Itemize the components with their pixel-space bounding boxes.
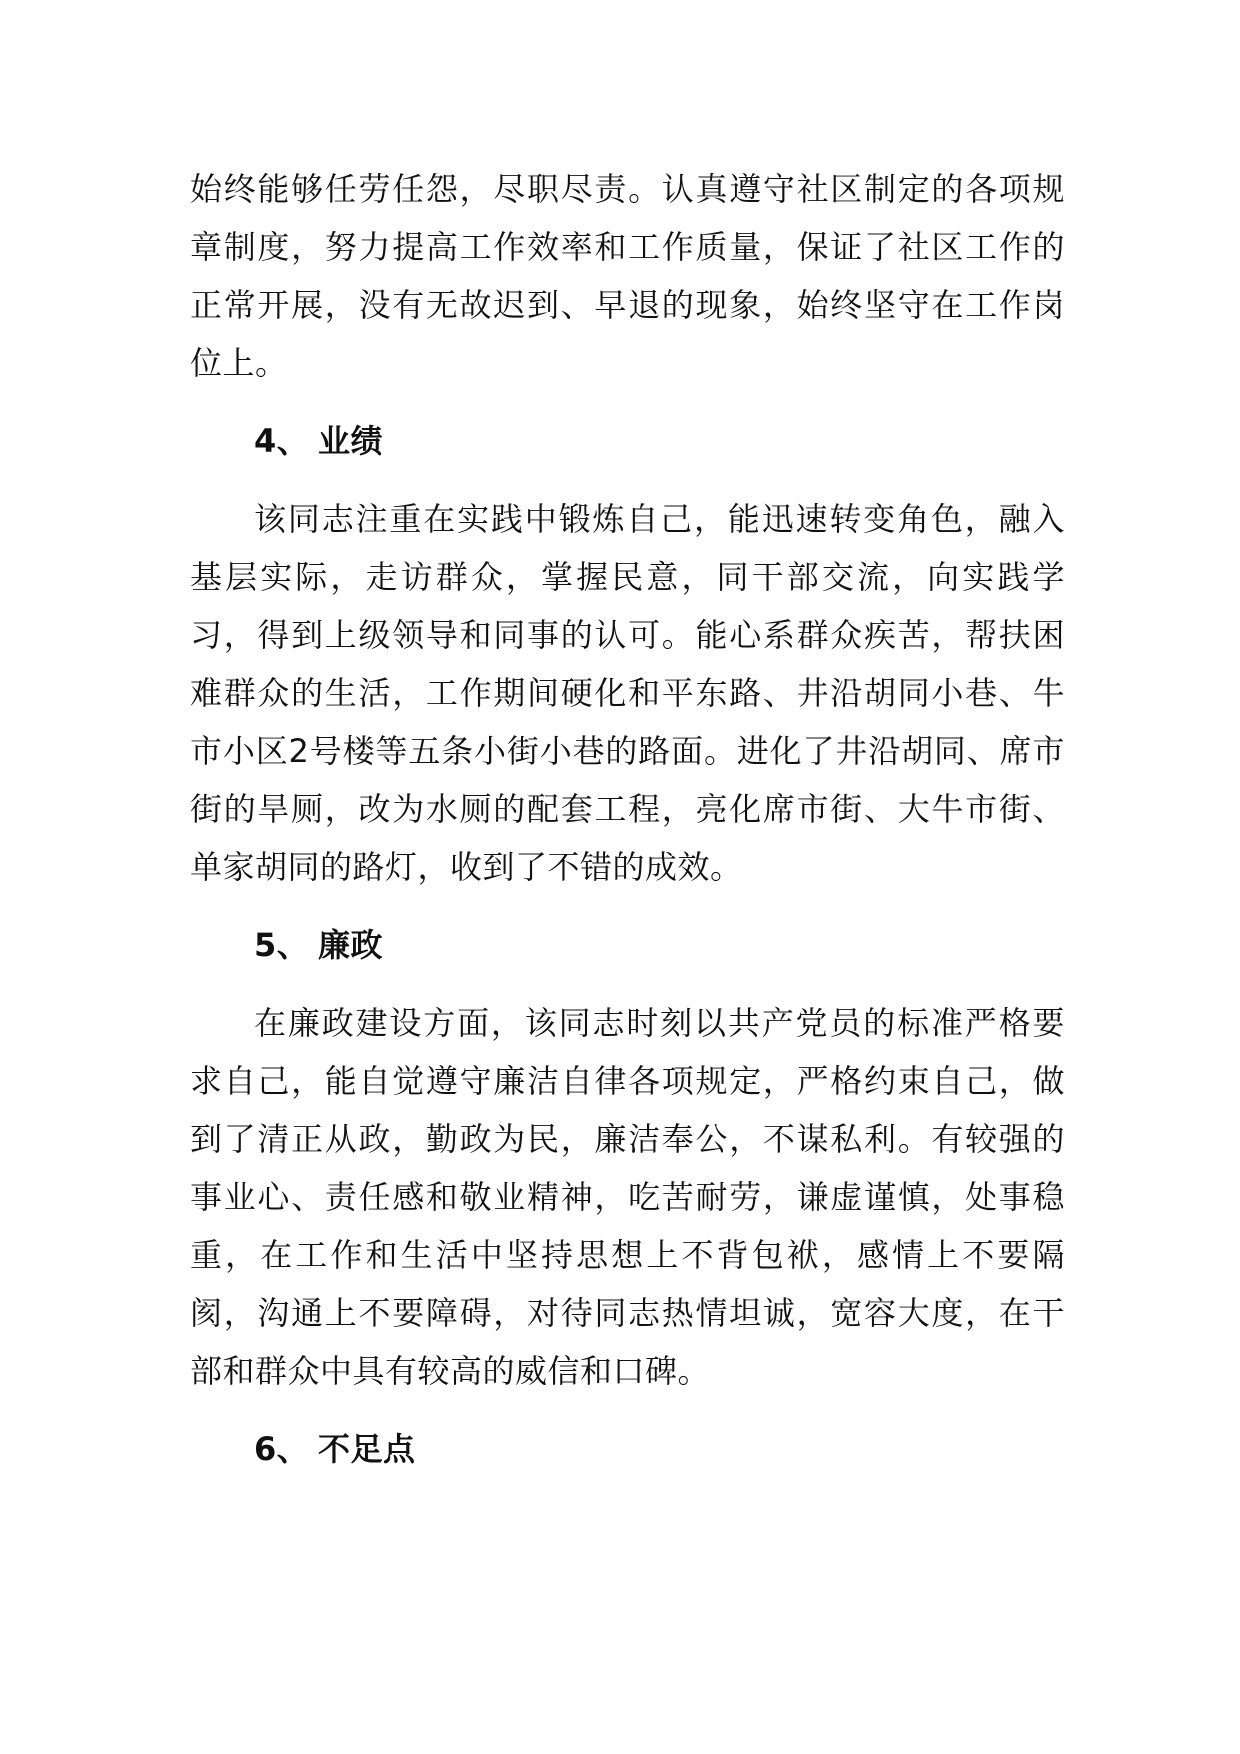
section-heading-integrity xyxy=(190,916,1065,974)
section-heading-shortcomings xyxy=(190,1420,1065,1478)
section-title: 廉政 xyxy=(318,926,384,964)
paragraph-integrity: 在廉政建设方面，该同志时刻以共产党员的标准严格要求自己，能自觉遵守廉洁自律各项规定，严格约束自己，做到了清正从政，勤政为民，廉洁奉公，不谋私利。有较强的事业心、责任感和敬业精神，吃苦耐劳，谦虚谨慎，处事稳重，在工作和生活中坚持思想上不背包袱，感情上不要隔阂，沟通上不要障碍，对待同志热情坦诚，宽容大度，在干部和群众中具有较高的威信和口碑。 xyxy=(190,1004,1065,1390)
paragraph-work-attitude: 始终能够任劳任怨，尽职尽责。认真遵守社区制定的各项规章制度，努力提高工作效率和工作质量，保证了社区工作的正常开展，没有无故迟到、早退的现象，始终坚守在工作岗位上。 xyxy=(190,170,1065,382)
section-title: 业绩 xyxy=(318,422,384,460)
section-number: 6、 xyxy=(254,1430,310,1468)
document-page xyxy=(190,160,1065,1478)
section-title: 不足点 xyxy=(318,1430,416,1468)
section-number: 4、 xyxy=(254,422,310,460)
paragraph-performance: 该同志注重在实践中锻炼自己，能迅速转变角色，融入基层实际，走访群众，掌握民意，同干部交流，向实践学习，得到上级领导和同事的认可。能心系群众疾苦，帮扶困难群众的生活，工作期间硬化和平东路、井沿胡同小巷、牛市小区2号楼等五条小街小巷的路面。进化了井沿胡同、席市街的旱厕，改为水厕的配套工程，亮化席市街、大牛市街、单家胡同的路灯，收到了不错的成效。 xyxy=(190,500,1065,886)
section-heading-performance xyxy=(190,412,1065,470)
section-number: 5、 xyxy=(254,926,310,964)
